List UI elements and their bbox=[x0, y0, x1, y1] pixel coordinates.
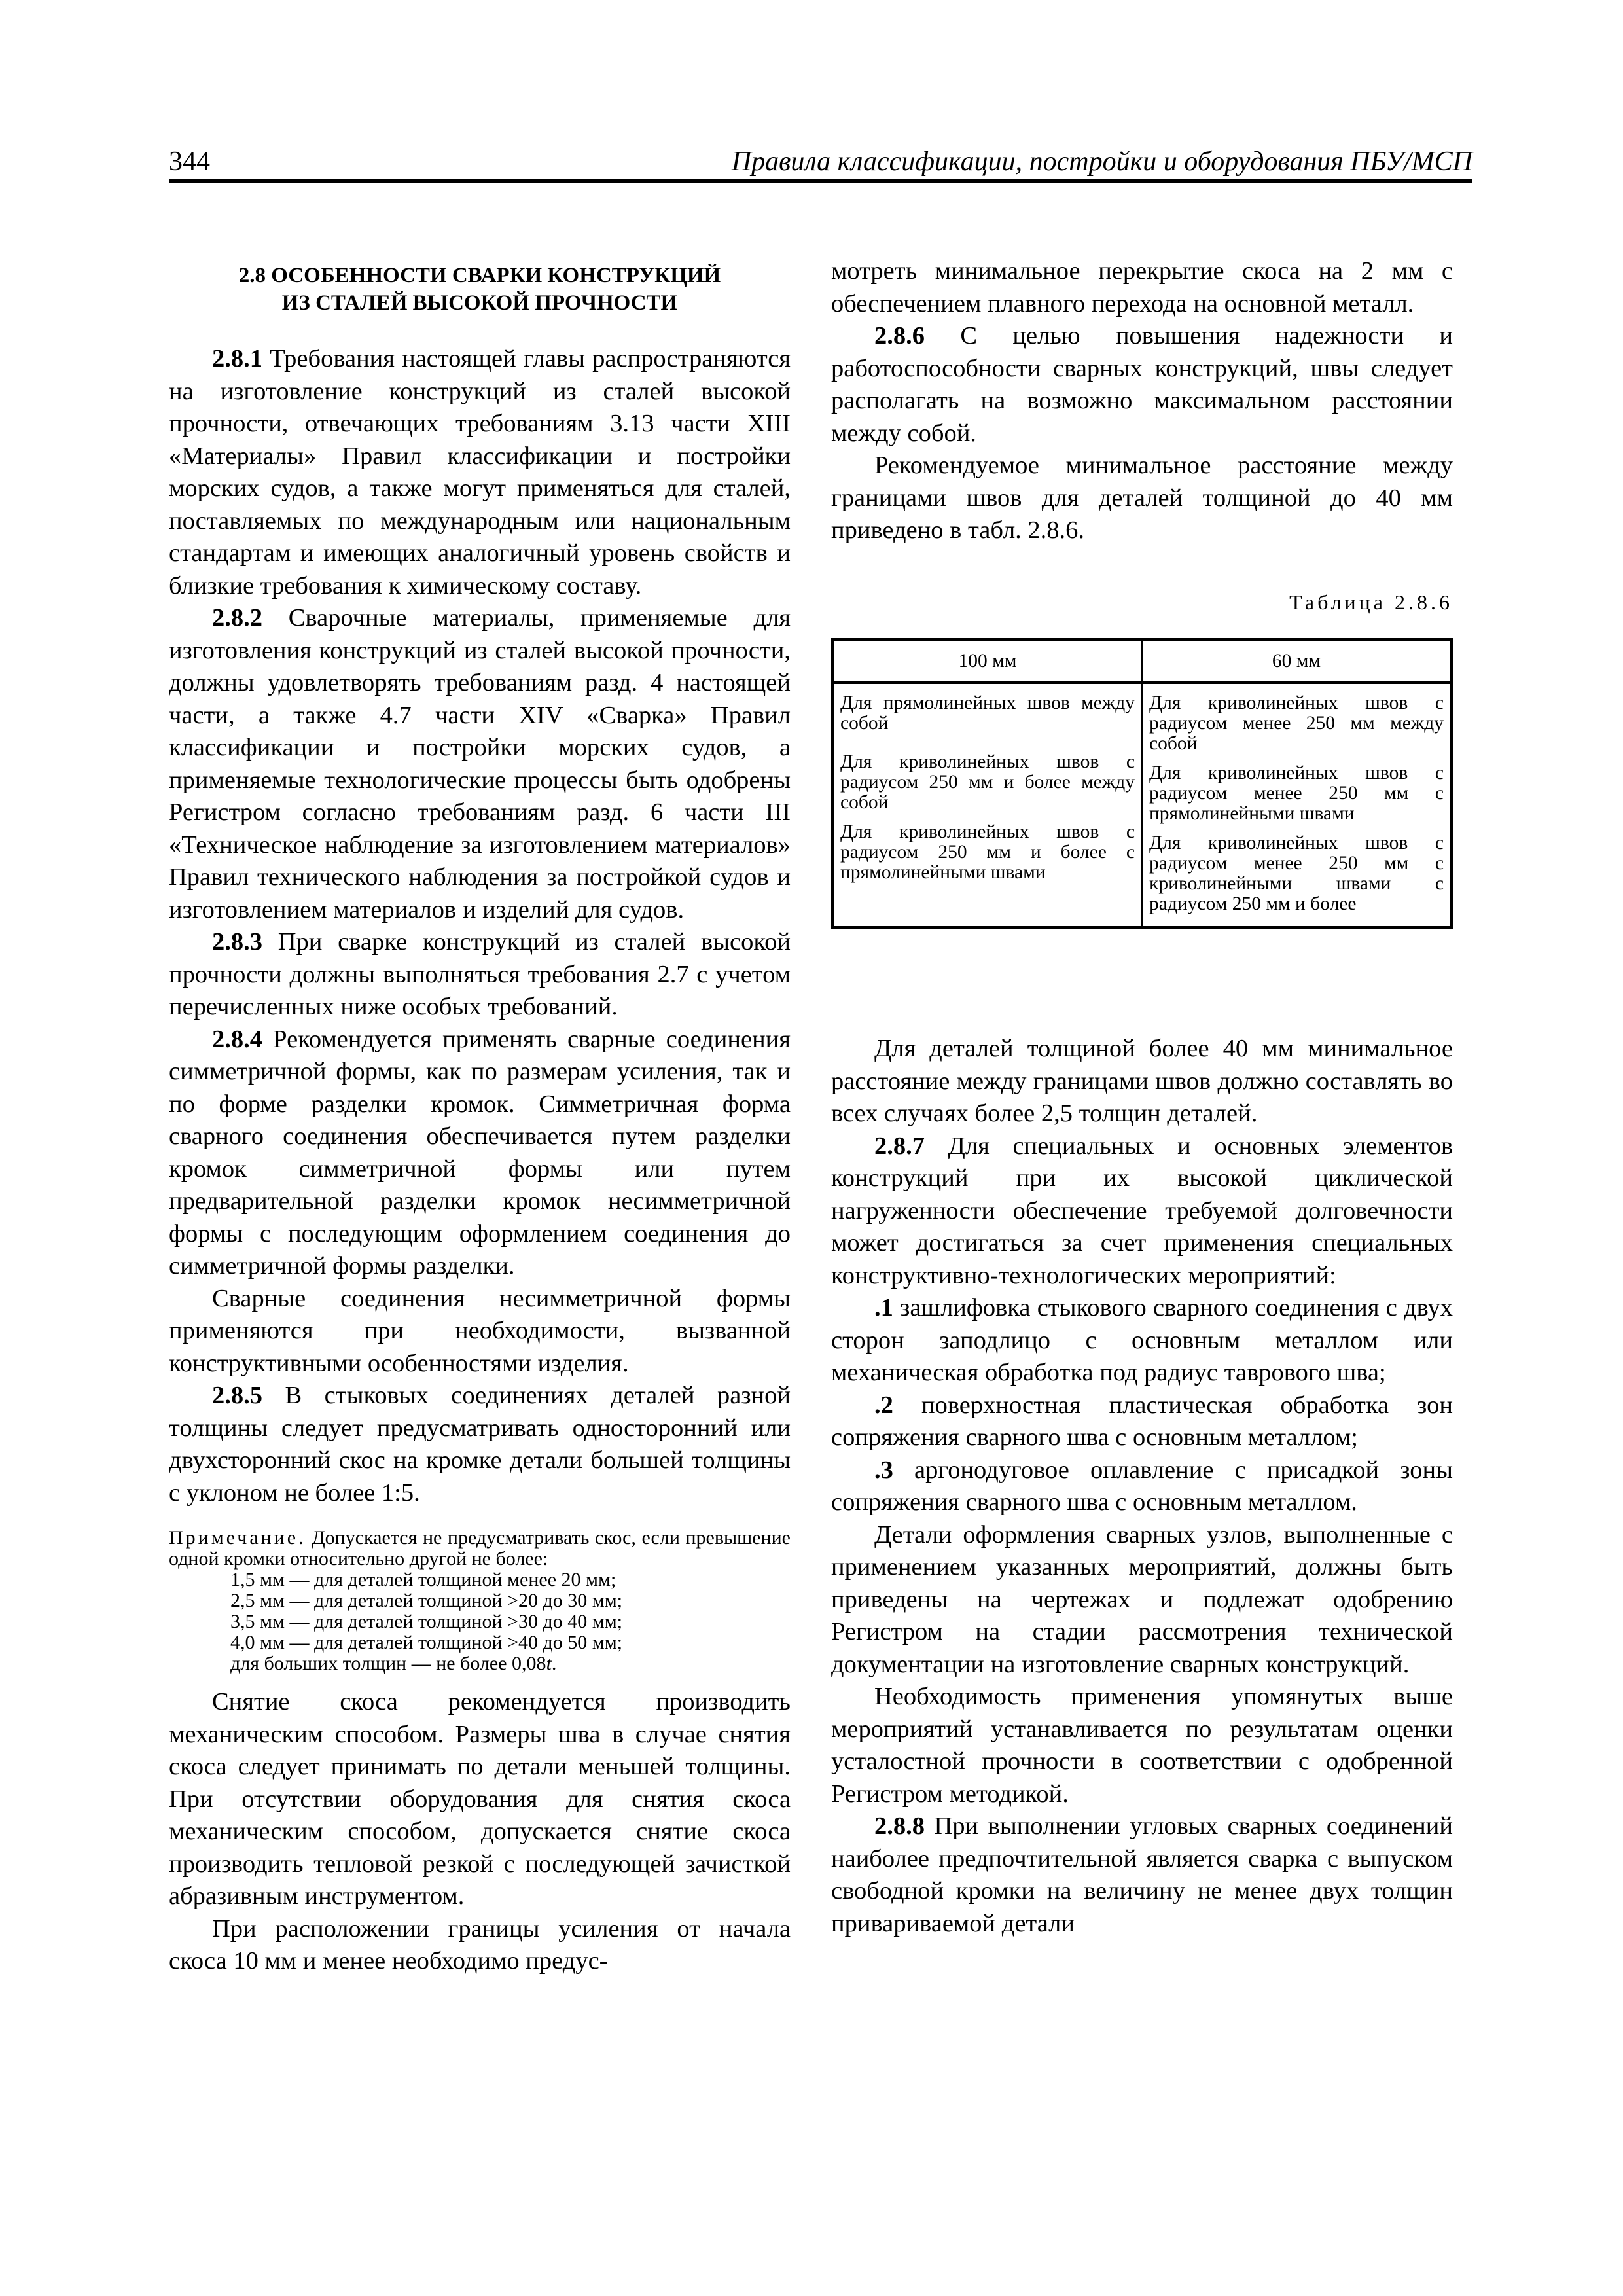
table-header-row bbox=[832, 639, 1452, 683]
right-column-lower bbox=[831, 1033, 1453, 1940]
paragraph-number: 2.8.6 bbox=[874, 322, 925, 350]
running-title: Правила классификации, постройки и оборудования ПБУ/МСП bbox=[731, 147, 1472, 177]
paragraph-text: С целью повышения надежности и работоспособности сварных конструкций, швы следует располагать на возможно максимальном расстоянии между собой. bbox=[831, 322, 1453, 447]
header-rule bbox=[169, 179, 1472, 183]
list-item-number: .3 bbox=[874, 1456, 893, 1484]
note-last-suffix: . bbox=[551, 1653, 557, 1674]
section-heading-line2: ИЗ СТАЛЕЙ ВЫСОКОЙ ПРОЧНОСТИ bbox=[281, 291, 678, 315]
cell-text: Для криволинейных швов с радиусом менее 250 мм между собой bbox=[1149, 692, 1444, 754]
table-cell bbox=[832, 683, 1142, 927]
paragraph-asymmetric: Сварные соединения несимметричной формы применяются при необходимости, вызванной конструктивными особенностями изделия. bbox=[169, 1284, 791, 1377]
cell-text: Для криволинейных швов с радиусом менее 250 мм с криволинейными швами с радиусом 250 мм и более bbox=[1149, 833, 1444, 914]
note-item-last bbox=[169, 1653, 791, 1674]
list-item-text: зашлифовка стыкового сварного соединения с двух сторон заподлицо с основным металлом или механическая обработка под радиус таврового шва; bbox=[831, 1294, 1453, 1386]
paragraph-2-8-2 bbox=[169, 602, 791, 926]
note-last-variable: t bbox=[546, 1653, 552, 1674]
paragraph-2-8-3 bbox=[169, 926, 791, 1024]
table-cell bbox=[1142, 683, 1452, 927]
note-items bbox=[169, 1570, 791, 1674]
cell-text: Для криволинейных швов с радиусом менее 250 мм с прямолинейными швами bbox=[1149, 762, 1444, 824]
paragraph-text: Для специальных и основных элементов конструкций при их высокой циклической нагруженности обеспечение требуемой долговечности может достигаться за счет применения специальных конструктивно-технологических мероприятий: bbox=[831, 1132, 1453, 1289]
paragraph-2-8-8 bbox=[831, 1810, 1453, 1940]
paragraph-location: При расположении границы усиления от начала скоса 10 мм и менее необходимо предус- bbox=[169, 1914, 791, 1975]
list-item-text: поверхностная пластическая обработка зон сопряжения сварного шва с основным металлом; bbox=[831, 1391, 1453, 1451]
paragraph-number: 2.8.3 bbox=[212, 928, 262, 956]
distance-table bbox=[831, 638, 1453, 929]
paragraph-number: 2.8.8 bbox=[874, 1812, 925, 1840]
section-heading-line1: 2.8 ОСОБЕННОСТИ СВАРКИ КОНСТРУКЦИЙ bbox=[238, 264, 721, 287]
note-intro bbox=[169, 1528, 791, 1570]
note-item: 3,5 мм — для деталей толщиной >30 до 40 мм; bbox=[230, 1611, 623, 1632]
right-column-upper bbox=[831, 255, 1453, 547]
section-heading bbox=[169, 262, 791, 317]
list-item-1 bbox=[831, 1292, 1453, 1390]
note-last-text: для больших толщин — не более 0,08 bbox=[230, 1653, 546, 1674]
paragraph-details: Детали оформления сварных узлов, выполненные с применением указанных мероприятий, должны быть приведены на чертежах и подлежат одобрению Регистром на стадии рассмотрения технической документации на изготовление сварных конструкций. bbox=[831, 1520, 1453, 1678]
paragraph-removal: Снятие скоса рекомендуется производить механическим способом. Размеры шва в случае снятия скоса следует принимать по детали меньшей толщины. При отсутствии оборудования для снятия скоса механическим способом, допускается снятие скоса производить тепловой резкой с последующей зачисткой абразивным инструментом. bbox=[169, 1688, 791, 1910]
paragraph-text: Сварочные материалы, применяемые для изготовления конструкций из сталей высокой прочности, должны удовлетворять требованиям разд. 4 настоящей части, а также 4.7 части XIV «Сварка» Правил классификации и постройки морских судов, а применяемые технологические процессы быть одобрены Регистром согласно требованиям разд. 6 части III «Техническое наблюдение за изготовлением материалов» Правил технического наблюдения за постройкой судов и изготовлением материалов и изделий для судов. bbox=[169, 604, 791, 924]
paragraph-text: При сварке конструкций из сталей высокой прочности должны выполняться требования 2.7 с учетом перечисленных ниже особых требований. bbox=[169, 928, 791, 1020]
paragraph-2-8-1 bbox=[169, 343, 791, 602]
paragraph-number: 2.8.1 bbox=[212, 345, 262, 372]
note-label: Примечание. bbox=[169, 1527, 306, 1549]
list-item-number: .2 bbox=[874, 1391, 893, 1419]
note-text: Допускается не предусматривать скос, если превышение одной кромки относительно другой не более: bbox=[169, 1527, 791, 1570]
paragraph-necessity: Необходимость применения упомянутых выше мероприятий устанавливается по результатам оценки усталостной прочности в соответствии с одобренной Регистром методикой. bbox=[831, 1683, 1453, 1808]
paragraph-2-8-6 bbox=[831, 320, 1453, 450]
paragraph-number: 2.8.7 bbox=[874, 1132, 925, 1160]
note-item: 4,0 мм — для деталей толщиной >40 до 50 мм; bbox=[230, 1632, 623, 1653]
cell-text: Для криволинейных швов с радиусом 250 мм и более между собой bbox=[840, 751, 1135, 813]
table-header-cell: 60 мм bbox=[1142, 639, 1452, 683]
note-item: 2,5 мм — для деталей толщиной >20 до 30 мм; bbox=[230, 1590, 623, 1611]
paragraph-text: Требования настоящей главы распространяются на изготовление конструкций из сталей высокой прочности, отвечающих требованиям 3.13 части XIII «Материалы» Правил классификации и постройки морских судов, а также могут применяться для сталей, поставляемых по международным или национальным стандартам и имеющих аналогичный уровень свойств и близкие требования к химическому составу. bbox=[169, 345, 791, 600]
paragraph-number: 2.8.5 bbox=[212, 1382, 262, 1409]
cell-text: Для прямолинейных швов между собой bbox=[840, 692, 1135, 734]
note-item: 1,5 мм — для деталей толщиной менее 20 мм; bbox=[230, 1569, 616, 1590]
table-caption: Таблица 2.8.6 bbox=[1289, 590, 1453, 614]
paragraph-number: 2.8.2 bbox=[212, 604, 262, 632]
paragraph-over-40: Для деталей толщиной более 40 мм минимальное расстояние между границами швов должно составлять во всех случаях более 2,5 толщин деталей. bbox=[831, 1035, 1453, 1127]
cell-text: Для криволинейных швов с радиусом 250 мм и более с прямолинейными швами bbox=[840, 821, 1135, 883]
table-row bbox=[832, 683, 1452, 927]
list-item-2 bbox=[831, 1390, 1453, 1454]
paragraph-text: В стыковых соединениях деталей разной толщины следует предусматривать односторонний или двухсторонний скос на кромке детали большей толщины с уклоном не более 1:5. bbox=[169, 1382, 791, 1507]
paragraph-2-8-7 bbox=[831, 1130, 1453, 1293]
table-header-cell: 100 мм bbox=[832, 639, 1142, 683]
paragraph-continuation: мотреть минимальное перекрытие скоса на 2 мм с обеспечением плавного перехода на основной металл. bbox=[831, 257, 1453, 317]
paragraph-2-8-5 bbox=[169, 1380, 791, 1509]
paragraph-recommended: Рекомендуемое минимальное расстояние между границами швов для деталей толщиной до 40 мм приведено в табл. 2.8.6. bbox=[831, 452, 1453, 544]
list-item-number: .1 bbox=[874, 1294, 893, 1321]
left-column bbox=[169, 262, 791, 1978]
note-block bbox=[169, 1528, 791, 1674]
list-item-3 bbox=[831, 1454, 1453, 1519]
list-item-text: аргонодуговое оплавление с присадкой зоны сопряжения сварного шва с основным металлом. bbox=[831, 1456, 1453, 1516]
paragraph-number: 2.8.4 bbox=[212, 1025, 262, 1053]
page-header bbox=[169, 145, 1472, 178]
page-number: 344 bbox=[169, 147, 210, 177]
paragraph-text: Рекомендуется применять сварные соединения симметричной формы, как по размерам усиления, так и по форме разделки кромок. Симметричная форма сварного соединения обеспечивается путем разделки кромок симметричной формы или путем предварительной разделки кромок несимметричной формы с последующим оформлением соединения до симметричной формы разделки. bbox=[169, 1025, 791, 1280]
paragraph-2-8-4 bbox=[169, 1024, 791, 1283]
paragraph-text: При выполнении угловых сварных соединений наиболее предпочтительной является сварка с выпуском свободной кромки на величину не менее двух толщин привариваемой детали bbox=[831, 1812, 1453, 1937]
